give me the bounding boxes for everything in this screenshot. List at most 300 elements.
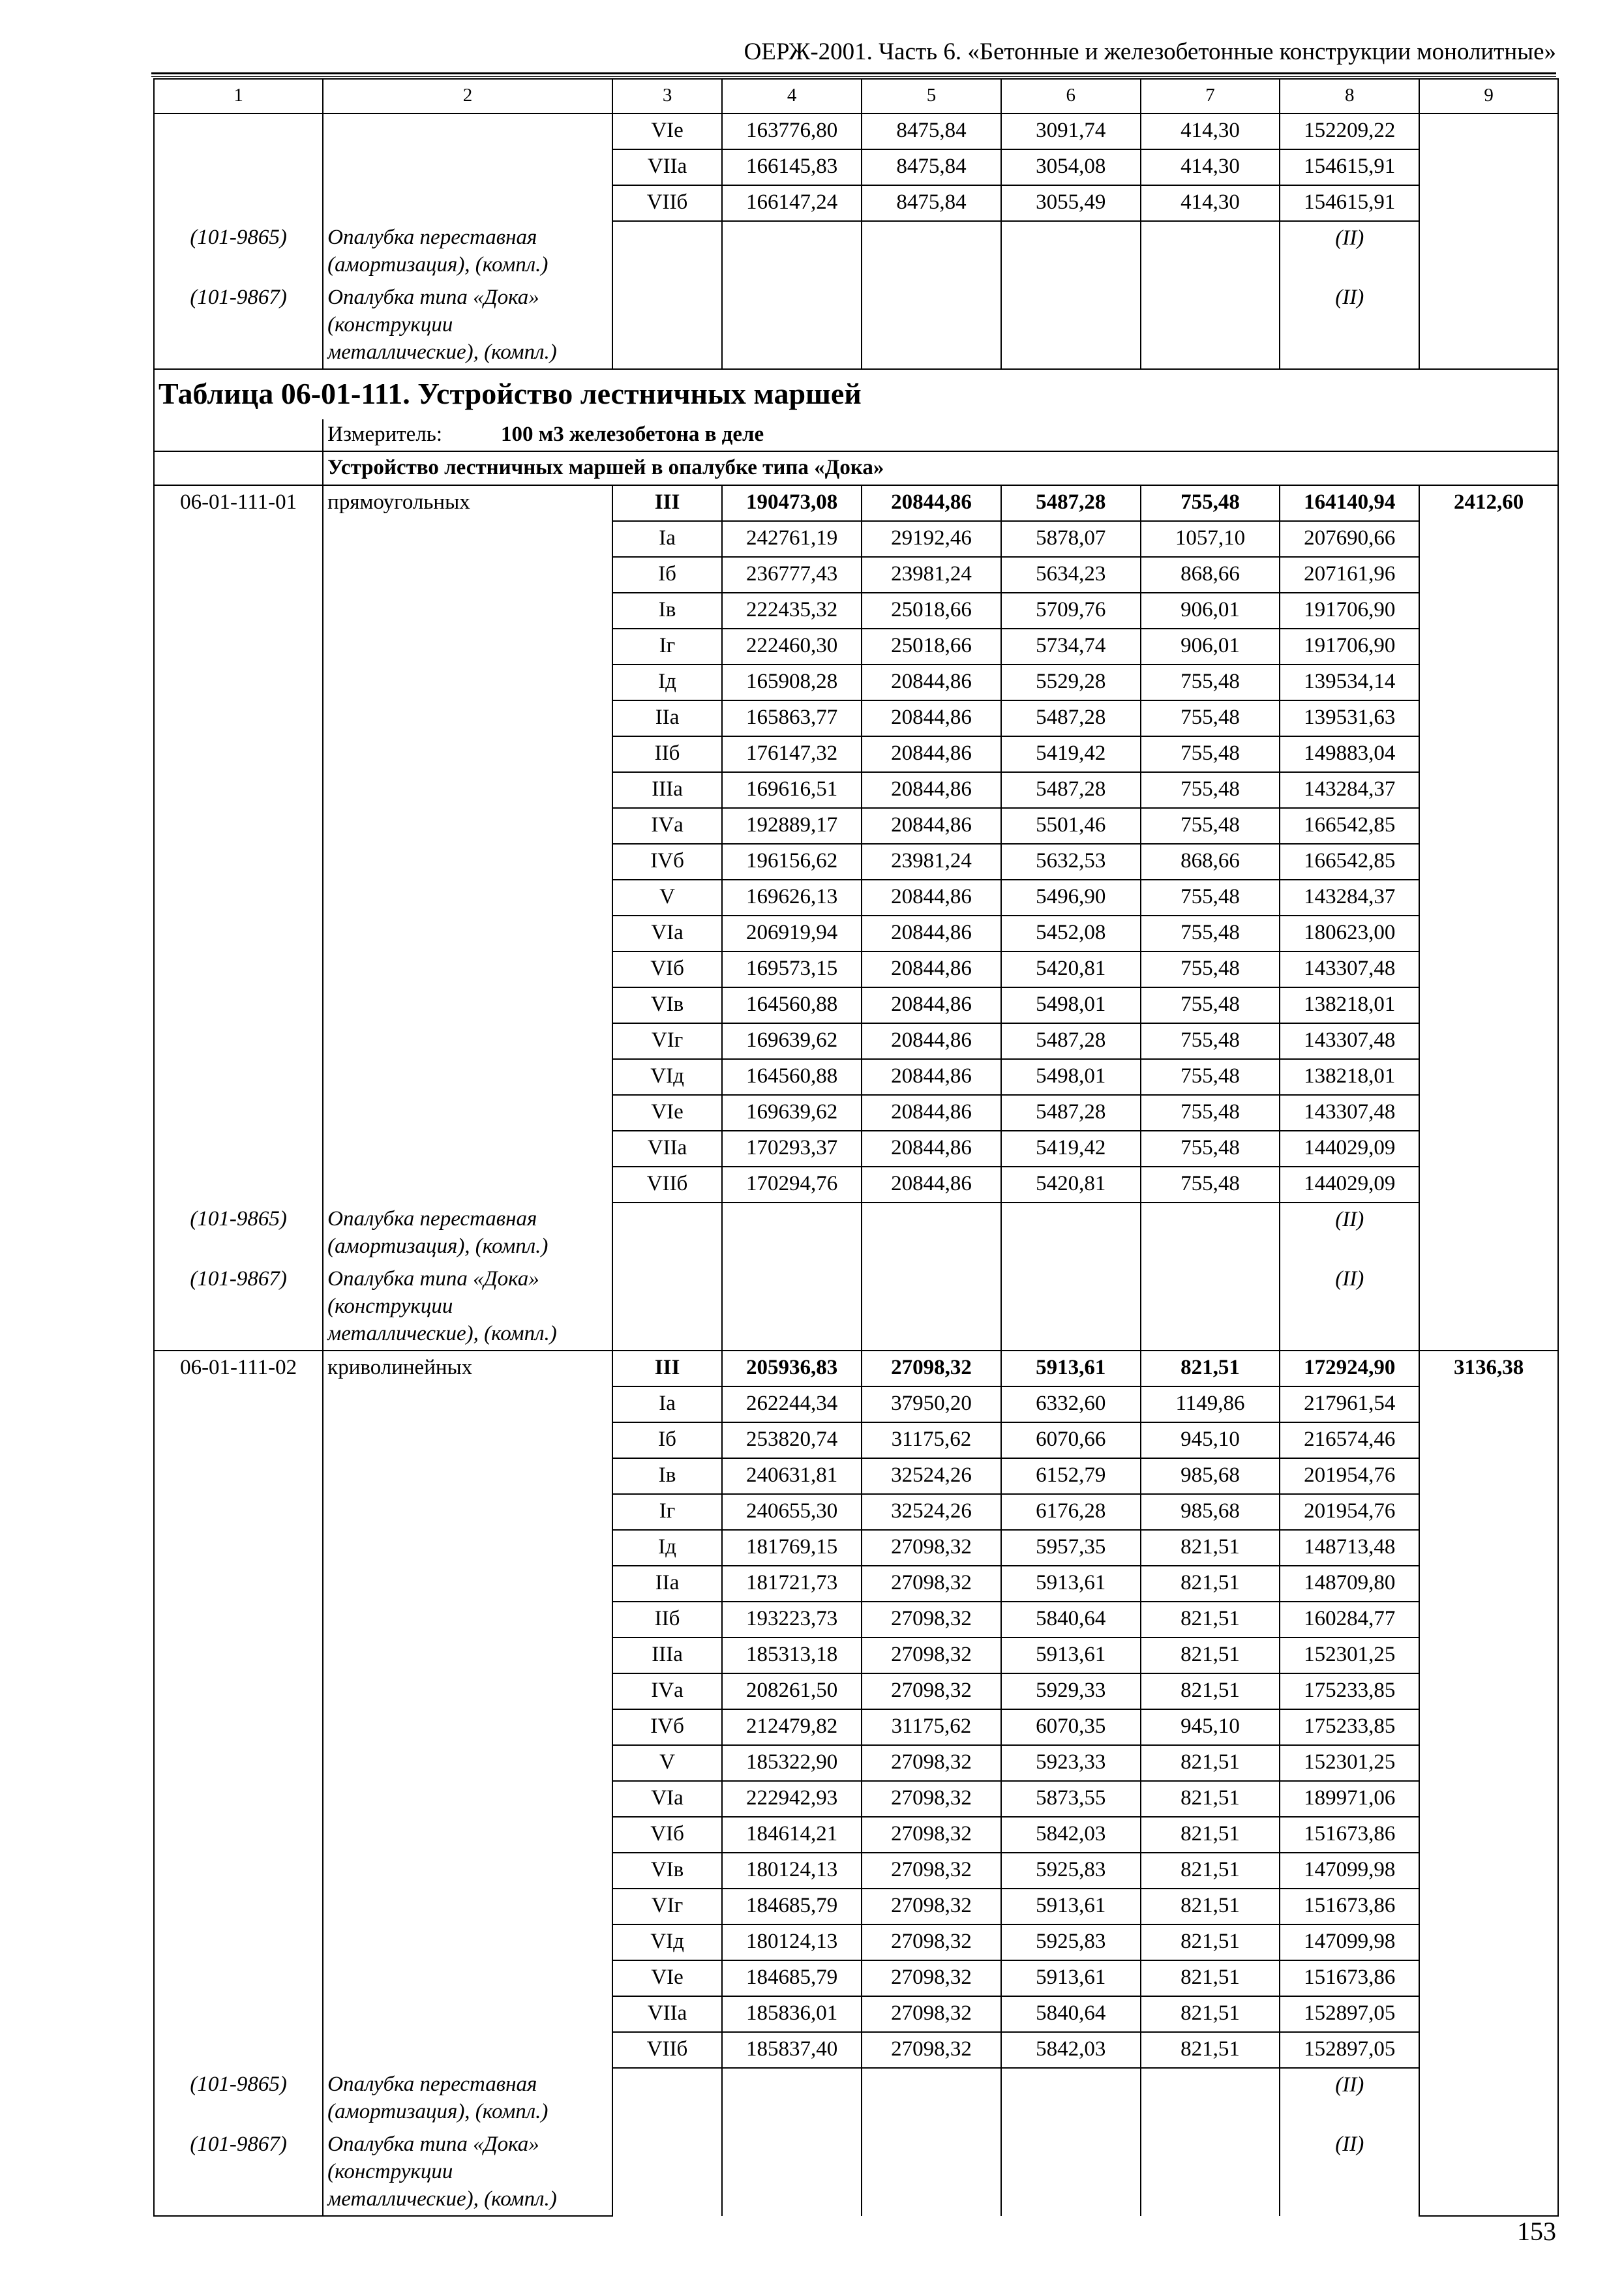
zone-cell: V [612,880,722,916]
rate-row [154,629,1558,665]
empty-cell [862,2068,1001,2128]
resource-row [154,2128,1558,2216]
zone-cell: VIб [612,951,722,987]
value-col4: 184685,79 [722,1889,862,1924]
value-col8: 207690,66 [1280,521,1419,557]
empty-cell [323,1386,612,1422]
empty-cell [154,987,323,1023]
rate-code: 06-01-111-02 [154,1351,323,1386]
value-col7: 985,68 [1141,1494,1280,1530]
resource-mark: (II) [1280,221,1419,281]
value-col5: 27098,32 [862,1638,1001,1673]
value-col6: 5840,64 [1001,1602,1141,1638]
value-col5: 20844,86 [862,808,1001,844]
value-col7: 821,51 [1141,1638,1280,1673]
resource-name: Опалубка переставная (амортизация), (компл.) [323,1203,612,1263]
empty-cell [154,1960,323,1996]
resource-name: Опалубка переставная (амортизация), (компл.) [323,2068,612,2128]
zone-cell: IIа [612,700,722,736]
empty-cell [323,916,612,951]
empty-cell [323,1817,612,1853]
value-col8: 152301,25 [1280,1745,1419,1781]
zone-cell: VIд [612,1059,722,1095]
empty-cell [154,951,323,987]
empty-cell [323,1960,612,1996]
resource-name: Опалубка типа «Дока» (конструкции металлические), (компл.) [323,1263,612,1351]
rate-row [154,1817,1558,1853]
column-number: 8 [1280,79,1419,113]
zone-cell: VIIа [612,1996,722,2032]
rate-row [154,1996,1558,2032]
empty-cell [1419,593,1558,629]
work-name: прямоугольных [323,485,612,521]
empty-cell [1419,1889,1558,1924]
rate-row [154,1530,1558,1566]
empty-cell [323,2032,612,2068]
rate-row [154,808,1558,844]
resource-name: Опалубка типа «Дока» (конструкции металлические), (компл.) [323,281,612,369]
value-col4: 165908,28 [722,665,862,700]
empty-cell [154,808,323,844]
value-col8: 148713,48 [1280,1530,1419,1566]
empty-cell [1001,281,1141,369]
empty-cell [1419,772,1558,808]
value-col6: 5419,42 [1001,736,1141,772]
value-col7: 821,51 [1141,1781,1280,1817]
empty-cell [1419,951,1558,987]
empty-cell [1419,987,1558,1023]
zone-cell: Iб [612,557,722,593]
zone-cell: IVа [612,808,722,844]
empty-cell [154,1059,323,1095]
empty-cell [154,1458,323,1494]
empty-cell [323,1095,612,1131]
value-col5: 8475,84 [862,149,1001,185]
table-title: Таблица 06-01-111. Устройство лестничных маршей [154,369,1558,419]
value-col4: 208261,50 [722,1673,862,1709]
value-col8: 217961,54 [1280,1386,1419,1422]
empty-cell [1419,557,1558,593]
value-col4: 169573,15 [722,951,862,987]
zone-cell: Iв [612,1458,722,1494]
value-col4: 180124,13 [722,1853,862,1889]
value-col7: 821,51 [1141,1602,1280,1638]
empty-cell [323,1059,612,1095]
empty-cell [323,1602,612,1638]
value-col7: 755,48 [1141,987,1280,1023]
rate-row [154,1023,1558,1059]
empty-cell [1419,1817,1558,1853]
empty-cell [323,1167,612,1203]
empty-cell [1001,1263,1141,1351]
value-col5: 27098,32 [862,1996,1001,2032]
empty-cell [1419,1059,1558,1095]
zone-cell: VIIа [612,149,722,185]
value-col7: 755,48 [1141,1167,1280,1203]
value-col8: 152897,05 [1280,2032,1419,2068]
empty-cell [1001,2128,1141,2216]
value-col4: 170294,76 [722,1167,862,1203]
rate-row [154,987,1558,1023]
value-col5: 37950,20 [862,1386,1001,1422]
value-col5: 20844,86 [862,1167,1001,1203]
value-col5: 20844,86 [862,485,1001,521]
empty-cell [154,772,323,808]
rate-row [154,844,1558,880]
empty-cell [612,2128,722,2216]
empty-cell [154,1853,323,1889]
zone-cell: IIб [612,736,722,772]
zone-cell: IIIа [612,772,722,808]
value-col8: 154615,91 [1280,185,1419,221]
value-col8: 152301,25 [1280,1638,1419,1673]
empty-cell [154,557,323,593]
zone-cell: VIе [612,1095,722,1131]
empty-cell [323,880,612,916]
value-col7: 906,01 [1141,629,1280,665]
value-col7: 821,51 [1141,2032,1280,2068]
empty-cell [323,951,612,987]
column-number: 6 [1001,79,1141,113]
value-col6: 5734,74 [1001,629,1141,665]
empty-cell [323,1131,612,1167]
empty-cell [1419,221,1558,281]
empty-cell [1419,1167,1558,1203]
rate-row [154,736,1558,772]
value-col6: 5709,76 [1001,593,1141,629]
value-col8: 189971,06 [1280,1781,1419,1817]
empty-cell [1419,665,1558,700]
value-col5: 20844,86 [862,736,1001,772]
value-col5: 25018,66 [862,629,1001,665]
rate-row [154,1960,1558,1996]
empty-cell [154,1924,323,1960]
value-col8: 180623,00 [1280,916,1419,951]
empty-cell [862,221,1001,281]
empty-cell [154,1422,323,1458]
zone-cell: IVа [612,1673,722,1709]
empty-cell [1419,281,1558,369]
empty-cell [323,736,612,772]
value-col5: 27098,32 [862,1602,1001,1638]
empty-cell [1141,1263,1280,1351]
empty-cell [612,281,722,369]
rate-row [154,1422,1558,1458]
value-col5: 20844,86 [862,772,1001,808]
value-col7: 821,51 [1141,1924,1280,1960]
empty-cell [1419,2068,1558,2128]
value-col6: 5929,33 [1001,1673,1141,1709]
empty-cell [323,1566,612,1602]
rate-row [154,1853,1558,1889]
empty-cell [1419,1745,1558,1781]
value-col7: 755,48 [1141,665,1280,700]
value-col6: 5487,28 [1001,485,1141,521]
empty-cell [323,1673,612,1709]
rate-row [154,665,1558,700]
value-col7: 821,51 [1141,1566,1280,1602]
value-col6: 5925,83 [1001,1924,1141,1960]
value-col8: 160284,77 [1280,1602,1419,1638]
value-col4: 222460,30 [722,629,862,665]
column-number: 7 [1141,79,1280,113]
value-col6: 5496,90 [1001,880,1141,916]
value-col4: 242761,19 [722,521,862,557]
empty-cell [1419,880,1558,916]
zone-cell: Iв [612,593,722,629]
value-col6: 5487,28 [1001,1023,1141,1059]
rate-code: 06-01-111-01 [154,485,323,521]
value-col4: 180124,13 [722,1924,862,1960]
empty-cell [1419,2128,1558,2216]
value-col7: 755,48 [1141,736,1280,772]
empty-cell [862,1263,1001,1351]
value-col7: 821,51 [1141,1530,1280,1566]
rate-row [154,1781,1558,1817]
value-col4: 181721,73 [722,1566,862,1602]
empty-cell [1419,521,1558,557]
value-col7: 755,48 [1141,1059,1280,1095]
value-col4: 164560,88 [722,1059,862,1095]
value-col8: 152897,05 [1280,1996,1419,2032]
empty-cell [323,1422,612,1458]
value-col6: 5501,46 [1001,808,1141,844]
value-col6: 5840,64 [1001,1996,1141,2032]
empty-cell [154,1386,323,1422]
rate-row [154,185,1558,221]
value-col8: 166542,85 [1280,844,1419,880]
empty-cell [1419,1386,1558,1422]
empty-cell [154,185,323,221]
zone-cell: V [612,1745,722,1781]
empty-cell [323,1638,612,1673]
empty-cell [1419,629,1558,665]
empty-cell [1001,221,1141,281]
value-col5: 27098,32 [862,1530,1001,1566]
value-col4: 164560,88 [722,987,862,1023]
resource-mark: (II) [1280,1263,1419,1351]
zone-cell: VIе [612,113,722,149]
resource-mark: (II) [1280,1203,1419,1263]
value-col5: 20844,86 [862,951,1001,987]
value-col7: 755,48 [1141,485,1280,521]
empty-cell [1419,808,1558,844]
value-col8: 149883,04 [1280,736,1419,772]
value-col6: 5419,42 [1001,1131,1141,1167]
table-subtitle: Устройство лестничных маршей в опалубке типа «Дока» [323,451,1558,485]
value-col4: 185322,90 [722,1745,862,1781]
empty-cell [154,1167,323,1203]
meter-label: Измеритель: [327,423,443,446]
empty-cell [1419,1023,1558,1059]
value-col7: 755,48 [1141,772,1280,808]
empty-cell [323,149,612,185]
value-col6: 5632,53 [1001,844,1141,880]
empty-cell [1419,1602,1558,1638]
empty-cell [154,880,323,916]
rate-row [154,1638,1558,1673]
value-col8: 143284,37 [1280,880,1419,916]
work-name: криволинейных [323,1351,612,1386]
zone-cell: VIе [612,1960,722,1996]
zone-cell: VIв [612,1853,722,1889]
resource-row [154,281,1558,369]
empty-cell [1419,1960,1558,1996]
value-col6: 5913,61 [1001,1638,1141,1673]
empty-cell [323,521,612,557]
value-col7: 414,30 [1141,185,1280,221]
value-col4: 222435,32 [722,593,862,629]
rate-row [154,1745,1558,1781]
empty-cell [323,113,612,149]
empty-cell [1419,1924,1558,1960]
empty-cell [722,2128,862,2216]
empty-cell [154,736,323,772]
value-col7: 1057,10 [1141,521,1280,557]
empty-cell [862,281,1001,369]
empty-cell [323,772,612,808]
rate-row [154,1059,1558,1095]
empty-cell [154,521,323,557]
value-col8: 172924,90 [1280,1351,1419,1386]
value-col7: 821,51 [1141,1853,1280,1889]
value-col5: 32524,26 [862,1458,1001,1494]
resource-row [154,221,1558,281]
value-col5: 20844,86 [862,1023,1001,1059]
value-col7: 755,48 [1141,1131,1280,1167]
value-col6: 3054,08 [1001,149,1141,185]
value-col8: 154615,91 [1280,149,1419,185]
empty-cell [612,2068,722,2128]
zone-cell: Iг [612,1494,722,1530]
value-col4: 212479,82 [722,1709,862,1745]
rate-row [154,593,1558,629]
value-col8: 151673,86 [1280,1889,1419,1924]
empty-cell [1419,2032,1558,2068]
value-col7: 821,51 [1141,1996,1280,2032]
empty-cell [154,1638,323,1673]
value-col7: 755,48 [1141,808,1280,844]
rate-row [154,485,1558,521]
empty-cell [1419,1781,1558,1817]
value-col4: 185837,40 [722,2032,862,2068]
zone-cell: VIа [612,1781,722,1817]
value-col5: 27098,32 [862,1924,1001,1960]
resource-row [154,1263,1558,1351]
empty-cell [862,2128,1001,2216]
value-col7: 755,48 [1141,880,1280,916]
empty-cell [1001,2068,1141,2128]
empty-cell [612,1263,722,1351]
value-col5: 20844,86 [862,665,1001,700]
value-col8: 138218,01 [1280,1059,1419,1095]
rate-row [154,916,1558,951]
value-col7: 755,48 [1141,700,1280,736]
rate-row [154,700,1558,736]
rate-row [154,1458,1558,1494]
empty-cell [323,1924,612,1960]
empty-cell [1419,1263,1558,1351]
value-col7: 414,30 [1141,113,1280,149]
value-col8: 201954,76 [1280,1494,1419,1530]
value-col7: 821,51 [1141,1745,1280,1781]
value-col8: 191706,90 [1280,593,1419,629]
empty-cell [154,665,323,700]
empty-cell [154,844,323,880]
empty-cell [612,221,722,281]
value-col6: 5487,28 [1001,700,1141,736]
value-col4: 236777,43 [722,557,862,593]
empty-cell [1141,2128,1280,2216]
value-col8: 191706,90 [1280,629,1419,665]
value-col6: 5913,61 [1001,1566,1141,1602]
empty-cell [154,1023,323,1059]
value-col4: 196156,62 [722,844,862,880]
empty-cell [154,1817,323,1853]
resource-code: (101-9865) [154,221,323,281]
value-col4: 169639,62 [722,1095,862,1131]
empty-cell [1419,700,1558,736]
rate-row [154,1673,1558,1709]
value-col4: 170293,37 [722,1131,862,1167]
zone-cell: Iг [612,629,722,665]
zone-cell: VIIа [612,1131,722,1167]
value-col4: 262244,34 [722,1386,862,1422]
value-col4: 240655,30 [722,1494,862,1530]
empty-cell [154,1095,323,1131]
total-labor: 3136,38 [1419,1351,1558,1386]
value-col6: 5842,03 [1001,1817,1141,1853]
rate-row [154,1351,1558,1386]
empty-cell [154,419,323,451]
zone-cell: VIб [612,1817,722,1853]
empty-cell [323,1996,612,2032]
resource-code: (101-9867) [154,281,323,369]
resource-code: (101-9867) [154,1263,323,1351]
empty-cell [1419,113,1558,149]
value-col6: 5529,28 [1001,665,1141,700]
zone-cell: Iб [612,1422,722,1458]
value-col7: 945,10 [1141,1422,1280,1458]
value-col8: 139531,63 [1280,700,1419,736]
value-col4: 193223,73 [722,1602,862,1638]
value-col6: 5498,01 [1001,987,1141,1023]
column-number: 5 [862,79,1001,113]
empty-cell [1419,185,1558,221]
value-col6: 5873,55 [1001,1781,1141,1817]
resource-row [154,1203,1558,1263]
resource-code: (101-9865) [154,1203,323,1263]
value-col7: 821,51 [1141,1351,1280,1386]
zone-cell: VIг [612,1023,722,1059]
zone-cell: VIIб [612,185,722,221]
value-col7: 868,66 [1141,844,1280,880]
zone-cell: IIа [612,1566,722,1602]
empty-cell [722,1203,862,1263]
value-col6: 5913,61 [1001,1889,1141,1924]
value-col4: 166147,24 [722,185,862,221]
value-col8: 143307,48 [1280,951,1419,987]
value-col6: 5498,01 [1001,1059,1141,1095]
column-number: 4 [722,79,862,113]
empty-cell [323,665,612,700]
zone-cell: IIб [612,1602,722,1638]
empty-cell [323,1853,612,1889]
column-header-row [154,79,1558,113]
empty-cell [154,1530,323,1566]
value-col7: 755,48 [1141,951,1280,987]
value-col8: 152209,22 [1280,113,1419,149]
